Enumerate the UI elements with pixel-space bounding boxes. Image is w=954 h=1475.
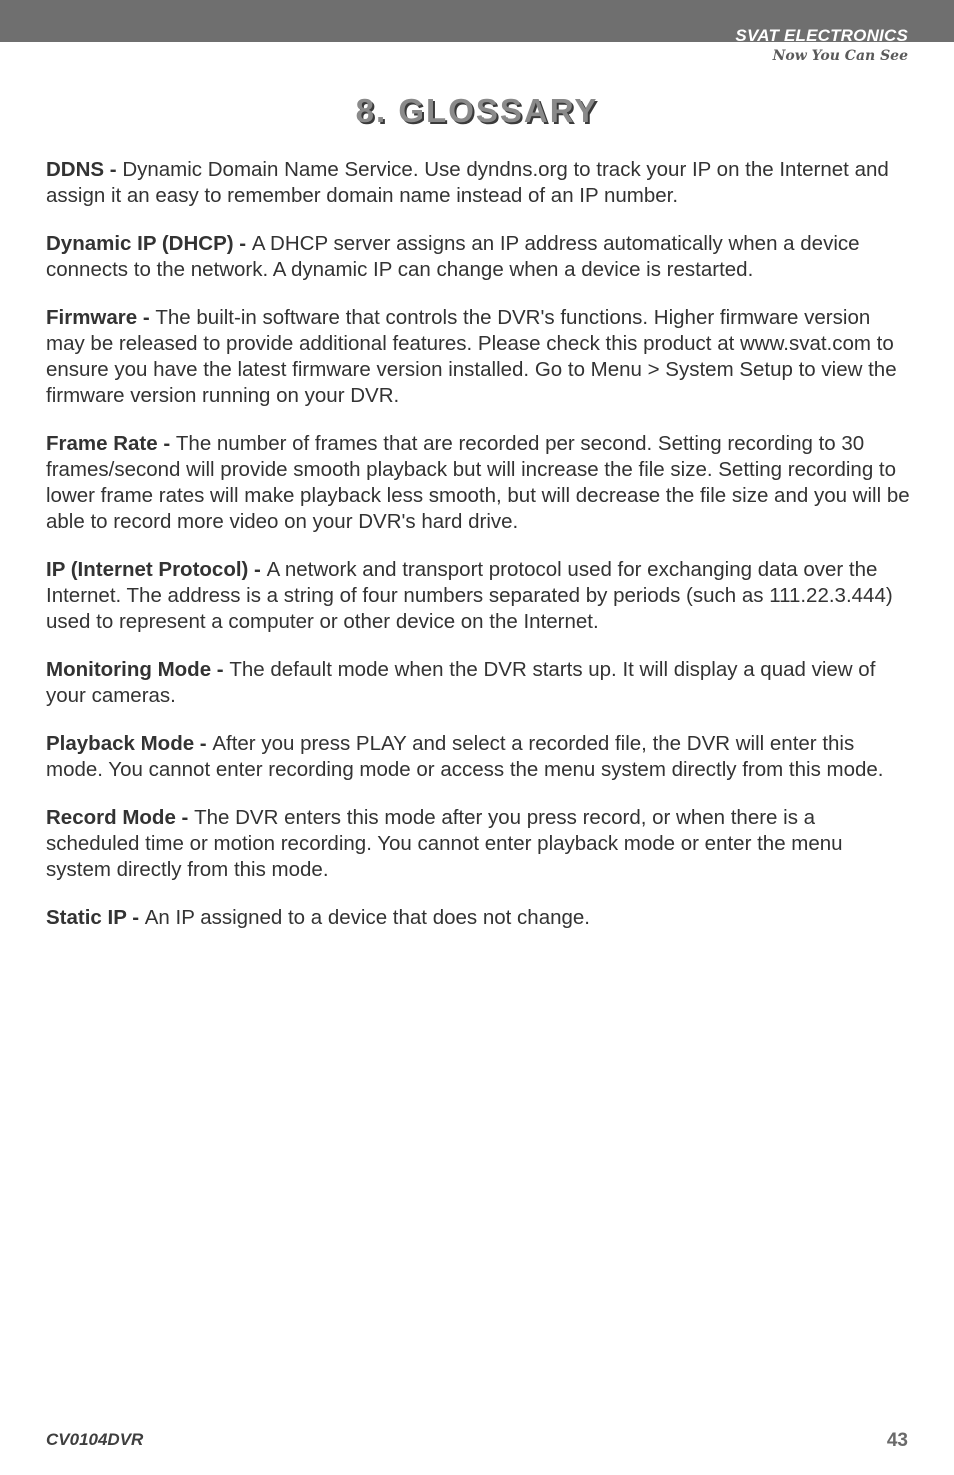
glossary-term: Monitoring Mode -: [46, 658, 230, 681]
glossary-definition: A network and transport protocol used for exchanging data over the Internet. The address is a string of four numbers separated by periods (such as 111.22.3.444) used to represent a computer or other device on the Internet.: [46, 558, 893, 633]
glossary-definition: The default mode when the DVR starts up. It will display a quad view of your cameras.: [46, 658, 876, 707]
glossary-definition: Dynamic Domain Name Service. Use dyndns.org to track your IP on the Internet and assign it an easy to remember domain name instead of an IP number.: [46, 158, 889, 207]
glossary-entry: [46, 231, 912, 283]
glossary-term: Record Mode -: [46, 806, 195, 829]
glossary-entry: [46, 657, 912, 709]
glossary-term: Frame Rate -: [46, 432, 176, 455]
glossary-definition: The number of frames that are recorded per second. Setting recording to 30 frames/second will provide smooth playback but will increase the file size. Setting recording to lower frame rates will make playback less smooth, but will decrease the file size and you will be able to record more video on your DVR's hard drive.: [46, 432, 910, 533]
glossary-entry: [46, 431, 912, 535]
glossary-entry: [46, 305, 912, 409]
glossary-definition: The built-in software that controls the DVR's functions. Higher firmware version may be released to provide additional features. Please check this product at www.svat.com to ensure you have the latest firmware version installed. Go to Menu > System Setup to view the firmware version running on your DVR.: [46, 306, 897, 407]
glossary-entry: [46, 905, 912, 931]
glossary-definition: An IP assigned to a device that does not change.: [144, 906, 590, 929]
page-title: 8. GLOSSARY: [355, 92, 599, 129]
glossary-definition: The DVR enters this mode after you press record, or when there is a scheduled time or motion recording. You cannot enter playback mode or enter the menu system directly from this mode.: [46, 806, 843, 881]
page-number: 43: [886, 1430, 908, 1451]
glossary-term: Dynamic IP (DHCP) -: [46, 232, 252, 255]
glossary-entry: [46, 157, 912, 209]
glossary-entry: [46, 557, 912, 635]
brand-tagline: Now You Can See: [772, 48, 908, 64]
glossary-term: Playback Mode -: [46, 732, 213, 755]
glossary-entry: [46, 805, 912, 883]
glossary-entry: [46, 731, 912, 783]
glossary-term: Firmware -: [46, 306, 156, 329]
glossary-list: [46, 157, 912, 953]
glossary-term: Static IP -: [46, 906, 145, 929]
glossary-definition: A DHCP server assigns an IP address automatically when a device connects to the network. A dynamic IP can change when a device is restarted.: [46, 232, 860, 281]
brand-name: SVAT ELECTRONICS: [735, 26, 908, 45]
glossary-term: IP (Internet Protocol) -: [46, 558, 267, 581]
footer-model-number: CV0104DVR: [46, 1430, 144, 1449]
glossary-definition: After you press PLAY and select a recorded file, the DVR will enter this mode. You cannot enter recording mode or access the menu system directly from this mode.: [46, 732, 884, 781]
glossary-term: DDNS -: [46, 158, 123, 181]
